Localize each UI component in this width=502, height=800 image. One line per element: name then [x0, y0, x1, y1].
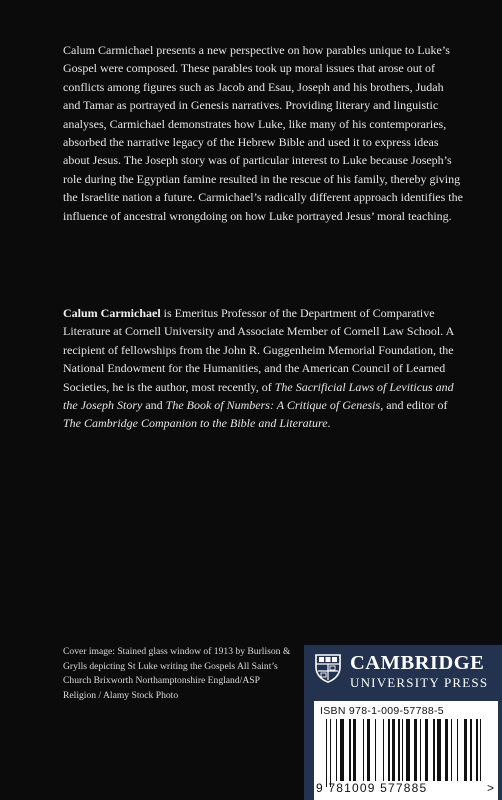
publisher-subtitle: UNIVERSITY PRESS — [350, 675, 489, 690]
author-name: Calum Carmichael — [63, 306, 161, 320]
barcode-arrow: > — [486, 781, 494, 795]
barcode-bar — [336, 719, 337, 781]
bio-text-4: . — [327, 416, 331, 431]
barcode-bar — [464, 719, 467, 781]
cambridge-crest-icon — [314, 653, 342, 683]
barcode-bar — [420, 719, 421, 781]
barcode-bar — [375, 719, 376, 781]
barcode-bar — [437, 719, 441, 781]
barcode-bar — [406, 719, 410, 781]
bio-text-3: , and editor of — [380, 398, 448, 413]
barcode-bar — [340, 719, 344, 781]
barcode-bar — [383, 719, 384, 781]
barcode-bar — [480, 719, 481, 781]
book-title-1: The Sacrificial Laws of Leviticus and the Joseph Story — [63, 379, 454, 413]
barcode-bar — [451, 719, 452, 781]
publisher-block — [304, 645, 502, 800]
barcode-bar — [330, 719, 331, 787]
cover-image-credit: Cover image: Stained glass window of 1913 by Burlison & Grylls depicting St Luke writing the Gospels All Saint’s Church Brixworth Northamptonshire England/ASP Religion / Alamy Stock Photo — [63, 646, 291, 701]
barcode-icon — [320, 719, 492, 781]
isbn-label: ISBN 978-1-009-57788-5 — [320, 705, 444, 717]
barcode-bar — [363, 719, 364, 781]
barcode-bar — [367, 719, 370, 781]
barcode-panel — [314, 701, 498, 800]
barcode-bar — [414, 719, 417, 781]
barcode-bar — [457, 719, 458, 781]
barcode-bar — [476, 719, 477, 781]
barcode-bar — [388, 719, 389, 781]
barcode-bar — [470, 719, 471, 781]
barcode-bar — [433, 719, 434, 781]
barcode-bar — [445, 719, 448, 781]
bio-text-2: and — [142, 398, 166, 413]
book-description: Calum Carmichael presents a new perspective on how parables unique to Luke’s Gospel were composed. These parables took up moral issues that arose out of conflicts among figures such as Jacob and Esau, Joseph and his brothers, Judah and Tamar as portrayed in Genesis narratives. Providing literary and linguistic analyses, Carmichael demonstrates how Luke, like many of his contemporaries, absorbed the narrative legacy of the Hebrew Bible and used it to express ideas about Jesus. The Joseph story was of particular interest to Luke because Joseph’s role during the Egyptian famine resulted in the rescue of his family, thereby giving the Israelite nation a future. Carmichael’s radically different approach identifies the influence of ancestral wrongdoing on how Luke portrayed Jesus’ moral teaching. — [63, 43, 463, 223]
barcode-bar — [349, 719, 350, 781]
barcode-bar — [425, 719, 428, 781]
barcode-bar — [398, 719, 399, 781]
author-bio — [63, 304, 463, 433]
barcode-digits: 9 781009 577885 — [316, 781, 428, 795]
publisher-name: CAMBRIDGE — [350, 652, 485, 674]
book-title-2: The Book of Numbers: A Critique of Genesis — [165, 398, 381, 413]
barcode-bar — [326, 719, 327, 787]
bio-text-1: is Emeritus Professor of the Department of Comparative Literature at Cornell University and Associate Member of Cornell Law School. A recipient of fellowships from the John R. Guggenheim Memorial Foundation, the National Endowment for the Humanities, and the American Council of Learned Societies, he is the author, most recently, of — [63, 306, 454, 394]
book-title-3: The Cambridge Companion to the Bible and Literature — [63, 416, 328, 431]
barcode-bar — [402, 719, 403, 781]
barcode-bar — [353, 719, 356, 781]
barcode-bar — [392, 719, 395, 781]
